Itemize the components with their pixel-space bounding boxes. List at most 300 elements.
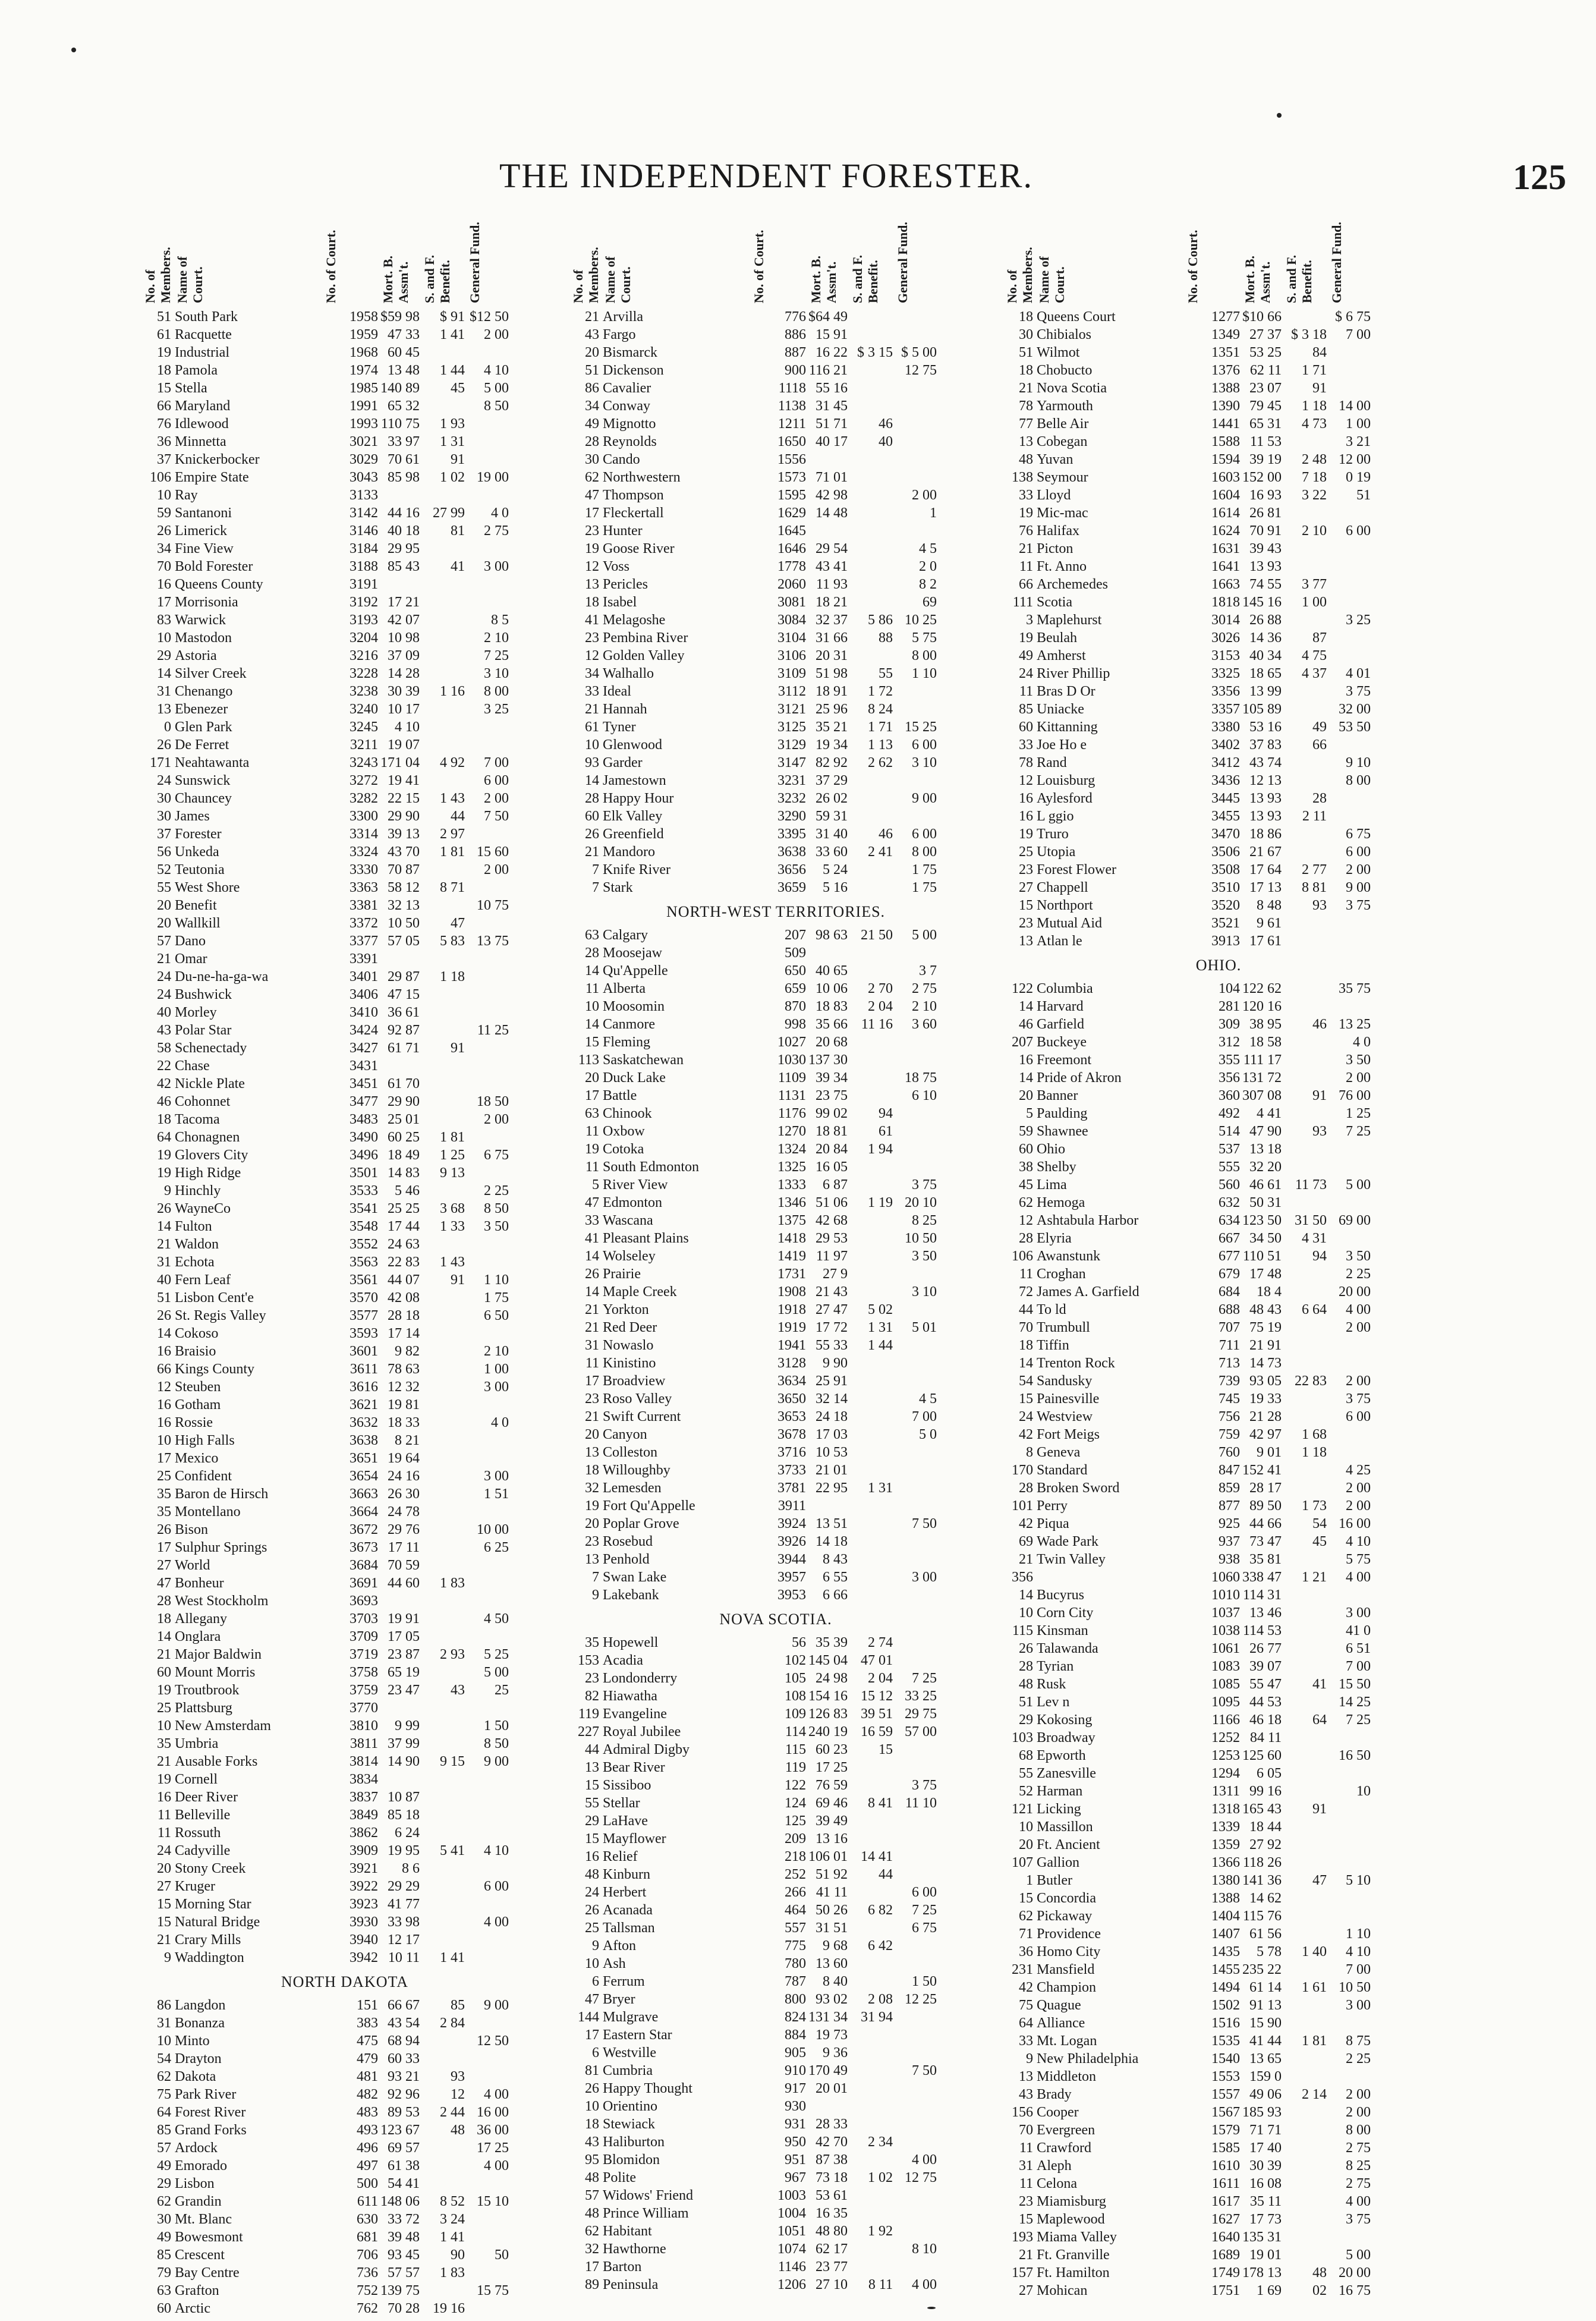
court-number-cell: 3719 [350, 1647, 378, 1662]
sick-benefit-cell [422, 1788, 467, 1806]
members-cell: 24 [157, 1843, 171, 1858]
general-fund-cell [1329, 1426, 1371, 1443]
mortuary-cell: 51 71 [816, 416, 848, 432]
section-heading: NOVA SCOTIA. [719, 1611, 832, 1628]
court-number-cell: 1617 [1211, 2194, 1240, 2209]
table-row [1005, 433, 1433, 451]
court-number-cell: 3501 [350, 1165, 378, 1181]
general-fund-cell: 4 10 [484, 363, 509, 378]
court-name-cell: Waddington [175, 1950, 244, 1965]
table-row [1005, 1461, 1433, 1479]
members-cell: 29 [1019, 1712, 1033, 1728]
sick-benefit-cell [422, 897, 467, 914]
members-cell: 15 [585, 1778, 599, 1793]
mortuary-cell: 51 98 [816, 666, 848, 681]
mortuary-cell: $10 66 [1242, 309, 1282, 325]
sick-benefit-cell: 1 81 [440, 844, 465, 860]
members-cell: 5 [592, 1177, 599, 1193]
court-name-cell: Concordia [1037, 1891, 1096, 1906]
general-fund-cell [895, 2204, 937, 2222]
general-fund-cell [1329, 540, 1371, 558]
court-number-cell: 3663 [350, 1486, 378, 1502]
court-number-cell: 1404 [1211, 1908, 1240, 1924]
court-name-cell: Trenton Rock [1037, 1356, 1115, 1371]
court-name-cell: Westville [603, 2045, 657, 2061]
court-number-cell: 3770 [350, 1700, 378, 1716]
general-fund-cell: 9 00 [484, 1998, 509, 2013]
members-cell: 16 [157, 1415, 171, 1430]
court-name-cell: Waldon [175, 1237, 219, 1252]
table-row [143, 2086, 547, 2103]
members-cell: 11 [157, 1825, 171, 1841]
members-cell: 10 [157, 1718, 171, 1734]
sick-benefit-cell [1284, 914, 1329, 932]
sick-benefit-cell [850, 1247, 895, 1265]
mortuary-cell: 17 14 [388, 1326, 420, 1341]
general-fund-cell [1329, 1140, 1371, 1158]
members-cell: 26 [585, 826, 599, 842]
mortuary-cell: 44 16 [388, 505, 420, 521]
court-name-cell: High Falls [175, 1433, 235, 1448]
sick-benefit-cell [1284, 1479, 1329, 1497]
court-number-cell: 3814 [350, 1754, 378, 1769]
sick-benefit-cell [1284, 1765, 1329, 1782]
sick-benefit-cell: 1 61 [1302, 1980, 1327, 1995]
mortuary-cell: 47 33 [388, 327, 420, 342]
court-number-cell: 3381 [350, 898, 378, 913]
court-name-cell: Cumbria [603, 2063, 653, 2078]
members-cell: 24 [157, 773, 171, 788]
table-row [1005, 1996, 1433, 2014]
general-fund-cell: 7 25 [1346, 1712, 1371, 1728]
table-row [571, 1443, 981, 1461]
court-name-cell: Mandoro [603, 844, 655, 860]
sick-benefit-cell: 91 [451, 452, 465, 467]
court-name-cell: Benefit [175, 898, 217, 913]
members-cell: 21 [585, 309, 599, 325]
members-cell: 62 [157, 2194, 171, 2209]
mortuary-cell: 21 43 [816, 1284, 848, 1300]
general-fund-cell: 41 0 [1346, 1623, 1371, 1638]
table-row [1005, 1301, 1433, 1319]
table-row [143, 736, 547, 754]
column-header-members: No. of Members. [1005, 247, 1035, 303]
general-fund-cell: 69 [923, 595, 937, 610]
mortuary-cell: 25 01 [388, 1112, 420, 1127]
table-row [143, 344, 547, 361]
table-row [571, 1741, 981, 1759]
general-fund-cell: 8 50 [484, 398, 509, 414]
court-name-cell: Broken Sword [1037, 1480, 1120, 1496]
table-row [571, 2222, 981, 2240]
court-name-cell: Alberta [603, 981, 646, 996]
court-name-cell: Silver Creek [175, 666, 247, 681]
members-cell: 24 [157, 969, 171, 985]
general-fund-cell [895, 1533, 937, 1551]
court-number-cell: 1535 [1211, 2033, 1240, 2049]
court-number-cell: 1085 [1211, 1677, 1240, 1692]
mortuary-cell: 13 16 [816, 1831, 848, 1847]
table-row [571, 2008, 981, 2026]
court-number-cell: 3314 [350, 826, 378, 842]
mortuary-cell: 19 41 [388, 773, 420, 788]
table-row [143, 2139, 547, 2157]
sick-benefit-cell: 1 68 [1302, 1427, 1327, 1442]
mortuary-cell: 10 87 [388, 1790, 420, 1805]
court-number-cell: 482 [357, 2087, 378, 2102]
court-name-cell: Ash [603, 1956, 626, 1971]
general-fund-cell [467, 1057, 509, 1075]
court-name-cell: Middleton [1037, 2069, 1096, 2084]
mortuary-cell: 139 75 [380, 2283, 420, 2298]
general-fund-cell [895, 1955, 937, 1973]
sick-benefit-cell [422, 2139, 467, 2157]
sick-benefit-cell: 1 43 [440, 791, 465, 806]
court-name-cell: Piqua [1037, 1516, 1069, 1531]
members-cell: 82 [585, 1688, 599, 1704]
members-cell: 27 [1019, 880, 1033, 895]
table-row [571, 575, 981, 593]
court-number-cell: 3953 [777, 1587, 806, 1603]
court-number-cell: 1985 [350, 380, 378, 396]
court-name-cell: Grand Forks [175, 2122, 247, 2138]
court-number-cell: 3477 [350, 1094, 378, 1109]
general-fund-cell [1329, 807, 1371, 825]
mortuary-cell: 40 65 [816, 963, 848, 979]
members-cell: 60 [157, 2301, 171, 2316]
members-cell: 28 [585, 791, 599, 806]
sick-benefit-cell [422, 486, 467, 504]
general-fund-cell: 1 [930, 505, 937, 521]
court-number-cell: 3427 [350, 1040, 378, 1056]
sick-benefit-cell: 8 71 [440, 880, 465, 895]
court-number-cell: 1603 [1211, 470, 1240, 485]
sick-benefit-cell [850, 326, 895, 344]
members-cell: 30 [157, 2212, 171, 2227]
general-fund-cell: 1 51 [484, 1486, 509, 1502]
mortuary-cell: 31 51 [816, 1920, 848, 1936]
court-name-cell: James [175, 809, 210, 824]
court-name-cell: Stellar [603, 1795, 640, 1811]
court-name-cell: Lemesden [603, 1480, 662, 1496]
mortuary-cell: 140 89 [380, 380, 420, 396]
court-name-cell: Bismarck [603, 345, 657, 360]
court-number-cell: 938 [1219, 1552, 1240, 1567]
general-fund-cell: 6 00 [1346, 523, 1371, 539]
mortuary-cell: 148 06 [380, 2194, 420, 2209]
sick-benefit-cell [1284, 611, 1329, 629]
table-row [1005, 1158, 1433, 1176]
mortuary-cell: 10 50 [388, 916, 420, 931]
mortuary-cell: 57 57 [388, 2265, 420, 2281]
mortuary-cell: 13 93 [1249, 559, 1282, 574]
members-cell: 48 [585, 2206, 599, 2221]
court-name-cell: Walhallo [603, 666, 654, 681]
sick-benefit-cell: 2 11 [1302, 809, 1327, 824]
sick-benefit-cell [1284, 1782, 1329, 1800]
members-cell: 60 [1019, 1141, 1033, 1157]
court-number-cell: 1650 [777, 434, 806, 449]
sick-benefit-cell [850, 1176, 895, 1194]
general-fund-cell [467, 1574, 509, 1592]
general-fund-cell [1329, 1854, 1371, 1872]
court-number-cell: 762 [357, 2301, 378, 2316]
members-cell: 43 [157, 1023, 171, 1038]
general-fund-cell: 5 00 [1346, 2247, 1371, 2263]
mortuary-cell: 31 66 [816, 630, 848, 646]
sick-benefit-cell: 1 43 [440, 1254, 465, 1270]
sick-benefit-cell [1284, 932, 1329, 950]
sick-benefit-cell [1284, 1818, 1329, 1836]
court-number-cell: 713 [1219, 1356, 1240, 1371]
court-number-cell: 760 [1219, 1445, 1240, 1460]
court-name-cell: Bowesmont [175, 2229, 243, 2245]
table-row [571, 962, 981, 980]
members-cell: 6 [592, 1974, 599, 1989]
members-cell: 24 [585, 1885, 599, 1900]
general-fund-cell [1329, 379, 1371, 397]
general-fund-cell: 8 00 [1346, 2122, 1371, 2138]
court-number-cell: 252 [785, 1867, 806, 1882]
mortuary-cell: 62 17 [816, 2241, 848, 2257]
table-row [571, 308, 981, 326]
members-cell: 26 [157, 737, 171, 753]
members-cell: 31 [585, 1338, 599, 1353]
court-number-cell: 3834 [350, 1772, 378, 1787]
mortuary-cell: 5 46 [395, 1183, 420, 1199]
general-fund-cell: 12 25 [905, 1992, 937, 2007]
sick-benefit-cell: 93 [1312, 898, 1327, 913]
court-name-cell: Maplewood [1037, 2212, 1105, 2227]
table-row [143, 1093, 547, 1111]
general-fund-cell: 6 25 [484, 1540, 509, 1555]
court-number-cell: 281 [1219, 999, 1240, 1014]
table-row [1005, 1889, 1433, 1907]
general-fund-cell [1329, 1194, 1371, 1212]
sick-benefit-cell [422, 1610, 467, 1628]
table-row [571, 433, 981, 451]
sick-benefit-cell [422, 1075, 467, 1093]
table-row [1005, 1782, 1433, 1800]
court-number-cell: 3862 [350, 1825, 378, 1841]
sick-benefit-cell [1284, 2121, 1329, 2139]
table-row [1005, 1836, 1433, 1854]
table-row [143, 1753, 547, 1770]
court-number-cell: 1252 [1211, 1730, 1240, 1746]
court-name-cell: Westview [1037, 1409, 1093, 1424]
table-row [571, 1319, 981, 1336]
court-number-cell: 3930 [350, 1914, 378, 1930]
sick-benefit-cell: 1 44 [440, 363, 465, 378]
court-name-cell: Twin Valley [1037, 1552, 1106, 1567]
court-number-cell: 1051 [777, 2223, 806, 2239]
court-number-cell: 3634 [777, 1373, 806, 1389]
general-fund-cell: 5 00 [484, 1665, 509, 1680]
table-row [1005, 397, 1433, 415]
mortuary-cell: 165 43 [1242, 1801, 1282, 1817]
sick-benefit-cell [1284, 1158, 1329, 1176]
sick-benefit-cell [850, 1759, 895, 1776]
mortuary-cell: 26 02 [816, 791, 848, 806]
members-cell: 25 [157, 1468, 171, 1484]
court-number-cell: 1588 [1211, 434, 1240, 449]
court-name-cell: Fort Qu'Appelle [603, 1498, 695, 1514]
court-number-cell: 3656 [777, 862, 806, 878]
members-cell: 15 [585, 1831, 599, 1847]
court-number-cell: 3659 [777, 880, 806, 895]
members-cell: 63 [585, 1106, 599, 1121]
mortuary-cell: 33 72 [388, 2212, 420, 2227]
mortuary-cell: 65 32 [388, 398, 420, 414]
table-row [1005, 1729, 1433, 1747]
table-row [143, 1075, 547, 1093]
court-number-cell: 356 [1219, 1070, 1240, 1086]
general-fund-cell: 6 00 [1346, 1409, 1371, 1424]
column-header-name: Name of Court. [603, 256, 633, 303]
sick-benefit-cell [422, 1111, 467, 1128]
table-row [1005, 1872, 1433, 1889]
table-row [1005, 1069, 1433, 1087]
members-cell: 62 [585, 470, 599, 485]
general-fund-cell [895, 308, 937, 326]
mortuary-cell: 44 53 [1249, 1694, 1282, 1710]
sick-benefit-cell [850, 379, 895, 397]
mortuary-cell: 8 48 [1257, 898, 1282, 913]
court-number-cell: 1908 [777, 1284, 806, 1300]
members-cell: 14 [157, 666, 171, 681]
general-fund-cell [895, 522, 937, 540]
general-fund-cell: 1 75 [484, 1290, 509, 1306]
court-name-cell: Standard [1037, 1463, 1088, 1478]
sick-benefit-cell: 21 50 [861, 927, 893, 943]
table-row [571, 665, 981, 683]
court-name-cell: Licking [1037, 1801, 1081, 1817]
court-number-cell: 537 [1219, 1141, 1240, 1157]
members-cell: 47 [585, 1992, 599, 2007]
general-fund-cell: 3 75 [912, 1778, 937, 1793]
court-number-cell: 3084 [777, 612, 806, 628]
court-name-cell: Mulgrave [603, 2009, 659, 2025]
court-number-cell: 3211 [350, 737, 378, 753]
court-number-cell: 3184 [350, 541, 378, 556]
mortuary-cell: 18 58 [1249, 1034, 1282, 1050]
court-number-cell: 560 [1219, 1177, 1240, 1193]
general-fund-cell [895, 397, 937, 415]
table-row [143, 1485, 547, 1503]
court-number-cell: 3957 [777, 1570, 806, 1585]
court-name-cell: Chonagnen [175, 1130, 240, 1145]
table-row [143, 1396, 547, 1414]
members-cell: 22 [157, 1058, 171, 1074]
members-cell: 13 [157, 702, 171, 717]
sick-benefit-cell [422, 647, 467, 665]
court-name-cell: Cobegan [1037, 434, 1088, 449]
mortuary-cell: 11 93 [816, 577, 848, 592]
mortuary-cell: 55 47 [1249, 1677, 1282, 1692]
court-name-cell: Braisio [175, 1344, 216, 1359]
court-name-cell: World [175, 1558, 210, 1573]
general-fund-cell: 2 00 [1346, 2105, 1371, 2120]
court-number-cell: 1419 [777, 1248, 806, 1264]
general-fund-cell [467, 950, 509, 968]
mortuary-cell: 34 50 [1249, 1231, 1282, 1246]
members-cell: 47 [585, 488, 599, 503]
court-number-cell: 3570 [350, 1290, 378, 1306]
court-number-cell: 3552 [350, 1237, 378, 1252]
mortuary-cell: 22 15 [388, 791, 420, 806]
table-row [571, 1051, 981, 1069]
mortuary-cell: 32 20 [1249, 1159, 1282, 1175]
table-row [143, 1378, 547, 1396]
members-cell: 18 [585, 595, 599, 610]
court-number-cell: 759 [1219, 1427, 1240, 1442]
sick-benefit-cell [422, 1342, 467, 1360]
general-fund-cell: $ 6 75 [1335, 309, 1371, 325]
members-cell: 11 [1019, 2140, 1033, 2156]
column-header-sick: S. and F. Benefit. [1284, 254, 1314, 303]
general-fund-cell: 15 25 [905, 719, 937, 735]
sick-benefit-cell: 48 [451, 2122, 465, 2138]
members-cell: 27 [1019, 2283, 1033, 2298]
court-number-cell: 3406 [350, 987, 378, 1002]
members-cell: 16 [1019, 809, 1033, 824]
sick-benefit-cell: $ 3 18 [1291, 327, 1327, 342]
court-name-cell: Happy Hour [603, 791, 674, 806]
column-right [1005, 220, 1433, 2300]
column-left [143, 220, 547, 2317]
mortuary-cell: 5 16 [823, 880, 848, 895]
general-fund-cell [467, 1039, 509, 1057]
court-number-cell: 500 [357, 2176, 378, 2191]
table-row [143, 790, 547, 807]
sick-benefit-cell: 45 [1312, 1534, 1327, 1549]
general-fund-cell [1329, 647, 1371, 665]
court-name-cell: Ft. Hamilton [1037, 2265, 1110, 2281]
court-name-cell: Maple Creek [603, 1284, 677, 1300]
sick-benefit-cell [422, 1414, 467, 1432]
sick-benefit-cell [850, 807, 895, 825]
members-cell: 20 [585, 1516, 599, 1531]
mortuary-cell: 17 40 [1249, 2140, 1282, 2156]
general-fund-cell [895, 326, 937, 344]
column-header-general: General Fund. [895, 222, 910, 303]
sick-benefit-cell: 9 13 [440, 1165, 465, 1181]
sick-benefit-cell [1284, 1961, 1329, 1979]
general-fund-cell: 10 50 [1339, 1980, 1371, 1995]
court-name-cell: Oxbow [603, 1124, 645, 1139]
general-fund-cell: 2 75 [484, 523, 509, 539]
members-cell: 21 [585, 1302, 599, 1317]
mortuary-cell: 137 30 [808, 1052, 848, 1068]
table-row [571, 344, 981, 361]
sick-benefit-cell [850, 772, 895, 790]
court-name-cell: Aleph [1037, 2158, 1072, 2174]
mortuary-cell: 131 34 [808, 2009, 848, 2025]
table-row [143, 504, 547, 522]
mortuary-cell: 12 32 [388, 1379, 420, 1395]
court-name-cell: Bonanza [175, 2015, 225, 2031]
table-row [143, 433, 547, 451]
court-name-cell: Ebenezer [175, 702, 228, 717]
court-number-cell: 1325 [777, 1159, 806, 1175]
court-name-cell: Nova Scotia [1037, 380, 1107, 396]
members-cell: 42 [1019, 1427, 1033, 1442]
court-number-cell: 3548 [350, 1219, 378, 1234]
court-number-cell: 1645 [777, 523, 806, 539]
court-number-cell: 3133 [350, 488, 378, 503]
table-row [571, 1158, 981, 1176]
court-number-cell: 937 [1219, 1534, 1240, 1549]
